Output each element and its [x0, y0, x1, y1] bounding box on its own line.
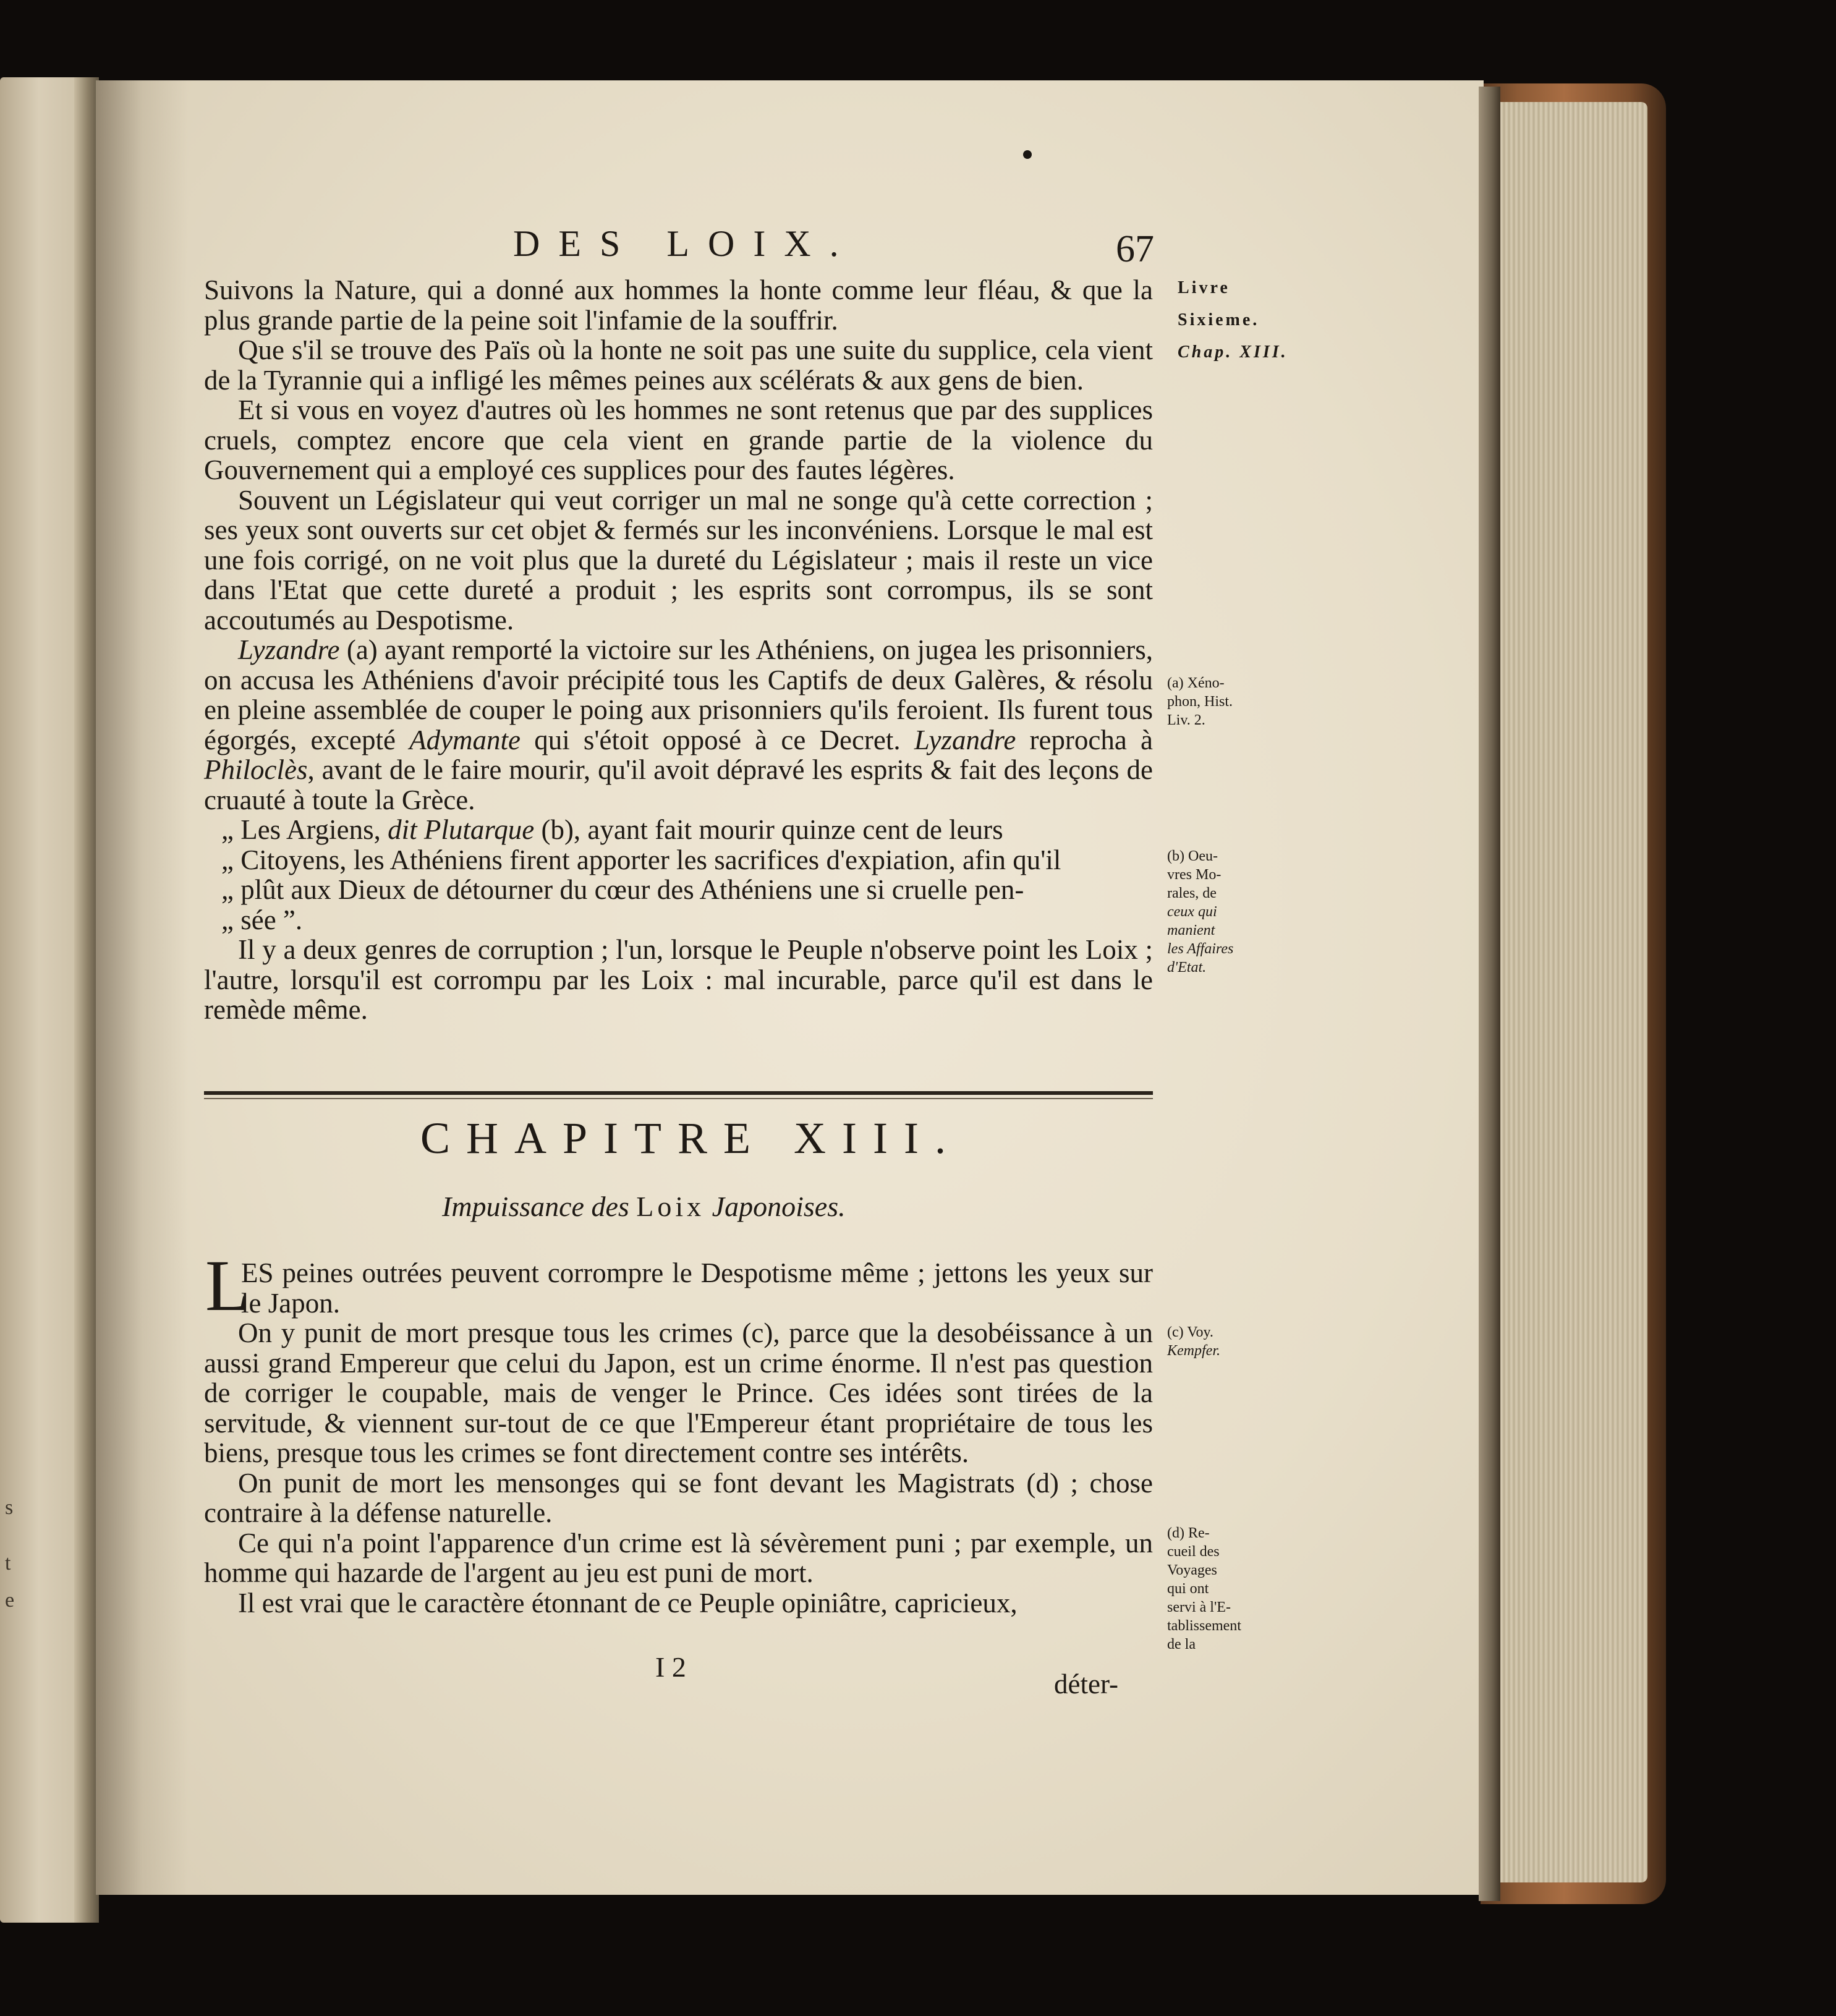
paragraph: Ce qui n'a point l'apparence d'un crime est là sévèrement puni ; par exemple, un homme qui hazarde de l'argent au jeu est puni de mort. — [204, 1527, 1153, 1588]
margin-note-line: les Affaires — [1167, 941, 1234, 957]
drop-cap: L — [205, 1245, 250, 1326]
subtitle-text: Japonoises. — [705, 1191, 846, 1222]
margin-header-line: Chap. XIII. — [1178, 342, 1288, 362]
paragraph: Que s'il se trouve des Païs où la honte ne soit pas une suite du supplice, cela vient de la Tyrannie qui a infligé les mêmes peines aux scélérats & aux gens de bien. — [204, 334, 1153, 396]
quote-text: „ Les Argiens, — [221, 814, 388, 845]
margin-note-c — [1167, 1323, 1278, 1360]
left-gutter — [74, 77, 99, 1923]
quote-line — [221, 815, 1153, 845]
margin-note-line: phon, Hist. — [1167, 694, 1233, 710]
left-page-letter: e — [5, 1589, 15, 1612]
text-run: ayant remporté la victoire sur les Athéniens, on jugea les prisonniers, on accusa les Athéniens d'avoir précipité tous les Captifs de deux Galères, & résolu en pleine assemblée de couper le poing aux prisonniers qu'ils feroient. Ils furent tous égorgés, excepté — [204, 634, 1153, 755]
ink-dot — [1023, 150, 1032, 159]
page-number: 67 — [1116, 228, 1154, 270]
text-run: reprocha à — [1016, 724, 1153, 755]
margin-note-line: rales, de — [1167, 885, 1217, 901]
paragraph: On y punit de mort presque tous les crimes (c), parce que la desobéissance à un aussi grand Empereur que celui du Japon, est un crime énorme. Il n'est pas question de corriger le coupable, mais de venger le Prince. Ces idées sont tirées de la servitude, & viennent sur-tout de ce que l'Empereur étant propriétaire de tous les biens, presque tous les crimes se font directement contre ses intérêts. — [204, 1317, 1153, 1468]
margin-note-line: (b) Oeu- — [1167, 848, 1218, 864]
signature-mark: I 2 — [655, 1651, 686, 1683]
plutarch-quote — [204, 815, 1153, 935]
text-run: qui s'étoit opposé à ce Decret. — [521, 724, 914, 755]
margin-note-line: qui ont — [1167, 1581, 1209, 1597]
margin-note-line: cueil des — [1167, 1544, 1220, 1560]
person-name: Lyzandre — [238, 634, 340, 665]
margin-note-line: (d) Re- — [1167, 1525, 1210, 1541]
chapter-rule-thin — [204, 1098, 1153, 1099]
paragraph: Souvent un Législateur qui veut corriger un mal ne songe qu'à cette correction ; ses yeux sont ouverts sur cet objet & fermés sur les inconvéniens. Lorsque le mal est une fois corrigé, on ne voit plus que la dureté du Législateur ; mais il reste un vice dans l'Etat que cette dureté a produit ; les esprits sont corrompus, ils se sont accoutumés au Despotisme. — [204, 484, 1153, 636]
left-page-edge — [0, 77, 87, 1923]
gutter-shadow — [96, 80, 189, 1895]
margin-note-line: d'Etat. — [1167, 959, 1207, 976]
margin-note-line: Voyages — [1167, 1562, 1217, 1578]
margin-note-line: de la — [1167, 1636, 1196, 1652]
paragraph: Et si vous en voyez d'autres où les hommes ne sont retenus que par des supplices cruels, comptez encore que cela vient en grande partie de la violence du Gouvernement qui a employé ces supplices pour des fautes légères. — [204, 394, 1153, 485]
left-page-letter: s — [5, 1496, 14, 1519]
catchword: déter- — [1054, 1669, 1119, 1699]
margin-note-line: ceux qui — [1167, 904, 1217, 920]
quote-attribution: dit Plutarque — [388, 814, 535, 845]
margin-note-a — [1167, 674, 1278, 729]
chapter-subtitle — [442, 1190, 846, 1223]
paragraph: Il est vrai que le caractère étonnant de ce Peuple opiniâtre, capricieux, — [238, 1587, 1018, 1618]
margin-note-line: (c) Voy. — [1167, 1324, 1213, 1340]
margin-note-line: manient — [1167, 922, 1215, 938]
quote-text: (b), ayant fait mourir quinze cent de leurs — [534, 814, 1003, 845]
margin-note-line: Kempfer. — [1167, 1343, 1220, 1359]
margin-note-line: (a) Xéno- — [1167, 675, 1225, 691]
left-page-letter: t — [5, 1552, 11, 1575]
paragraph: ES peines outrées peuvent corrompre le Despotisme même ; jettons les yeux sur le Japon. — [241, 1257, 1153, 1319]
margin-note-b — [1167, 847, 1278, 977]
margin-note-line: vres Mo- — [1167, 867, 1222, 883]
margin-note-line: tablissement — [1167, 1618, 1241, 1634]
text-run: , avant de le faire mourir, qu'il avoit dépravé les esprits & fait des leçons de cruauté à toute la Grèce. — [204, 754, 1153, 815]
quote-line: „ plût aux Dieux de détourner du cœur des Athéniens une si cruelle pen- — [221, 874, 1024, 905]
margin-note-line: Liv. 2. — [1167, 712, 1205, 728]
person-name: Lyzandre — [914, 724, 1016, 755]
person-name: Philoclès — [204, 754, 308, 785]
chapter-rule — [204, 1091, 1153, 1095]
paragraph: On punit de mort les mensonges qui se font devant les Magistrats (d) ; chose contraire à la défense naturelle. — [204, 1467, 1153, 1528]
lyzandre-paragraph — [204, 635, 1153, 815]
subtitle-text: Impuissance des — [442, 1191, 637, 1222]
page-edges — [1496, 102, 1647, 1882]
page-edge-shadow — [1479, 87, 1500, 1901]
quote-line: „ sée ”. — [221, 904, 303, 935]
quote-line: „ Citoyens, les Athéniens firent apporter les sacrifices d'expiation, afin qu'il — [221, 844, 1061, 875]
person-name: Adymante — [409, 724, 521, 755]
running-title: DES LOIX. — [513, 223, 857, 264]
body-text-top — [204, 275, 1153, 1025]
paragraph: Il y a deux genres de corruption ; l'un, lorsque le Peuple n'observe point les Loix ; l'autre, lorsqu'il est corrompu par les Loix : mal incurable, parce qu'il est dans le remède même. — [204, 934, 1153, 1025]
margin-header-line: Sixieme. — [1178, 310, 1260, 330]
chapter-heading: CHAPITRE XIII. — [420, 1113, 962, 1163]
note-ref: (a) — [346, 634, 378, 665]
subtitle-text: Loix — [636, 1191, 705, 1222]
margin-header — [1178, 272, 1288, 368]
margin-header-line: Livre — [1178, 278, 1230, 297]
margin-note-d — [1167, 1524, 1278, 1654]
body-text-chapter — [204, 1258, 1153, 1618]
paragraph: Suivons la Nature, qui a donné aux hommes la honte comme leur fléau, & que la plus grande partie de la peine soit l'infamie de la souffrir. — [204, 274, 1153, 336]
margin-note-line: servi à l'E- — [1167, 1599, 1231, 1615]
